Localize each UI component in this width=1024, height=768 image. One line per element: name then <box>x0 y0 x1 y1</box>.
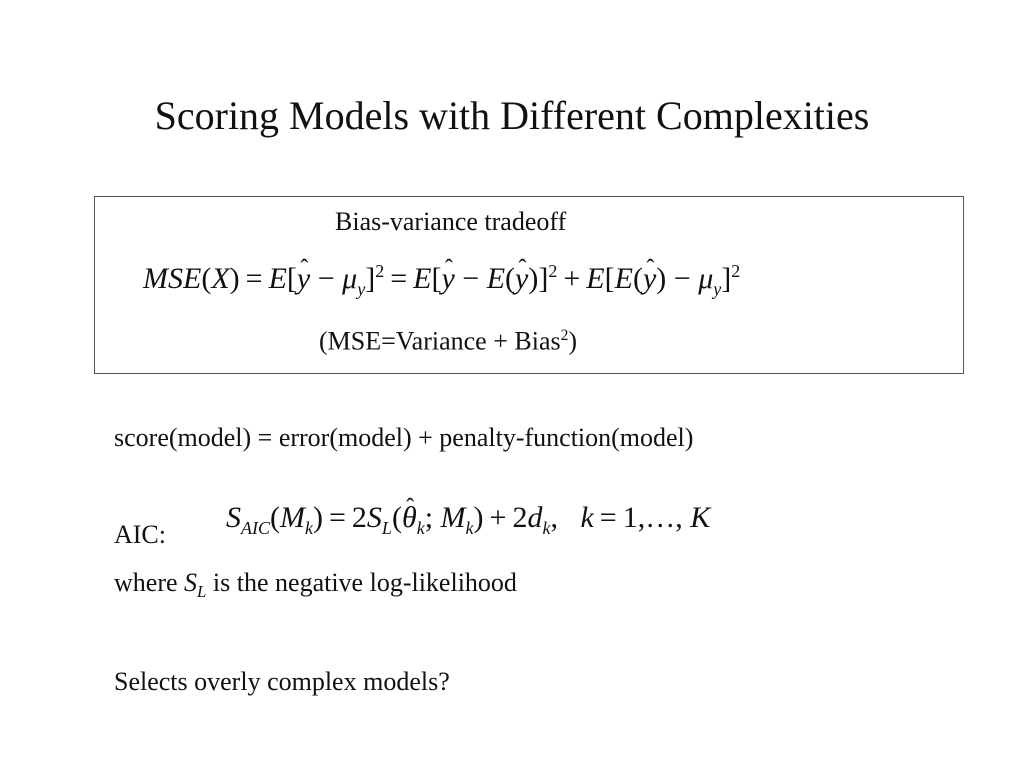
mse-decomposition-note: (MSE=Variance + Bias$^2$) <box>319 326 578 356</box>
box-heading: Bias-variance tradeoff <box>335 207 567 236</box>
aic-label: AIC: <box>114 520 166 549</box>
score-definition: score(model) = error(model) + penalty-function(model) <box>114 423 694 452</box>
bias-variance-box <box>94 196 964 374</box>
aic-formula: $S_{AIC}(M_k)$ = $2S_L(ˆ$ $\theta_k$; $M_k) + 2d_k$, k = 1,…, K <box>226 498 710 538</box>
slide-title: Scoring Models with Different Complexities <box>154 93 870 138</box>
closing-question: Selects overly complex models? <box>114 667 450 696</box>
where-note: where $S_L$ is the negative log-likelihood <box>114 568 517 602</box>
mse-formula: MSE(X) = E[ˆ $y - \mu_y]^2$ = E[ˆ y − E(ˆ y)]$^2$ + E[E(ˆ $y) - \mu_y]^2$ <box>143 259 740 299</box>
